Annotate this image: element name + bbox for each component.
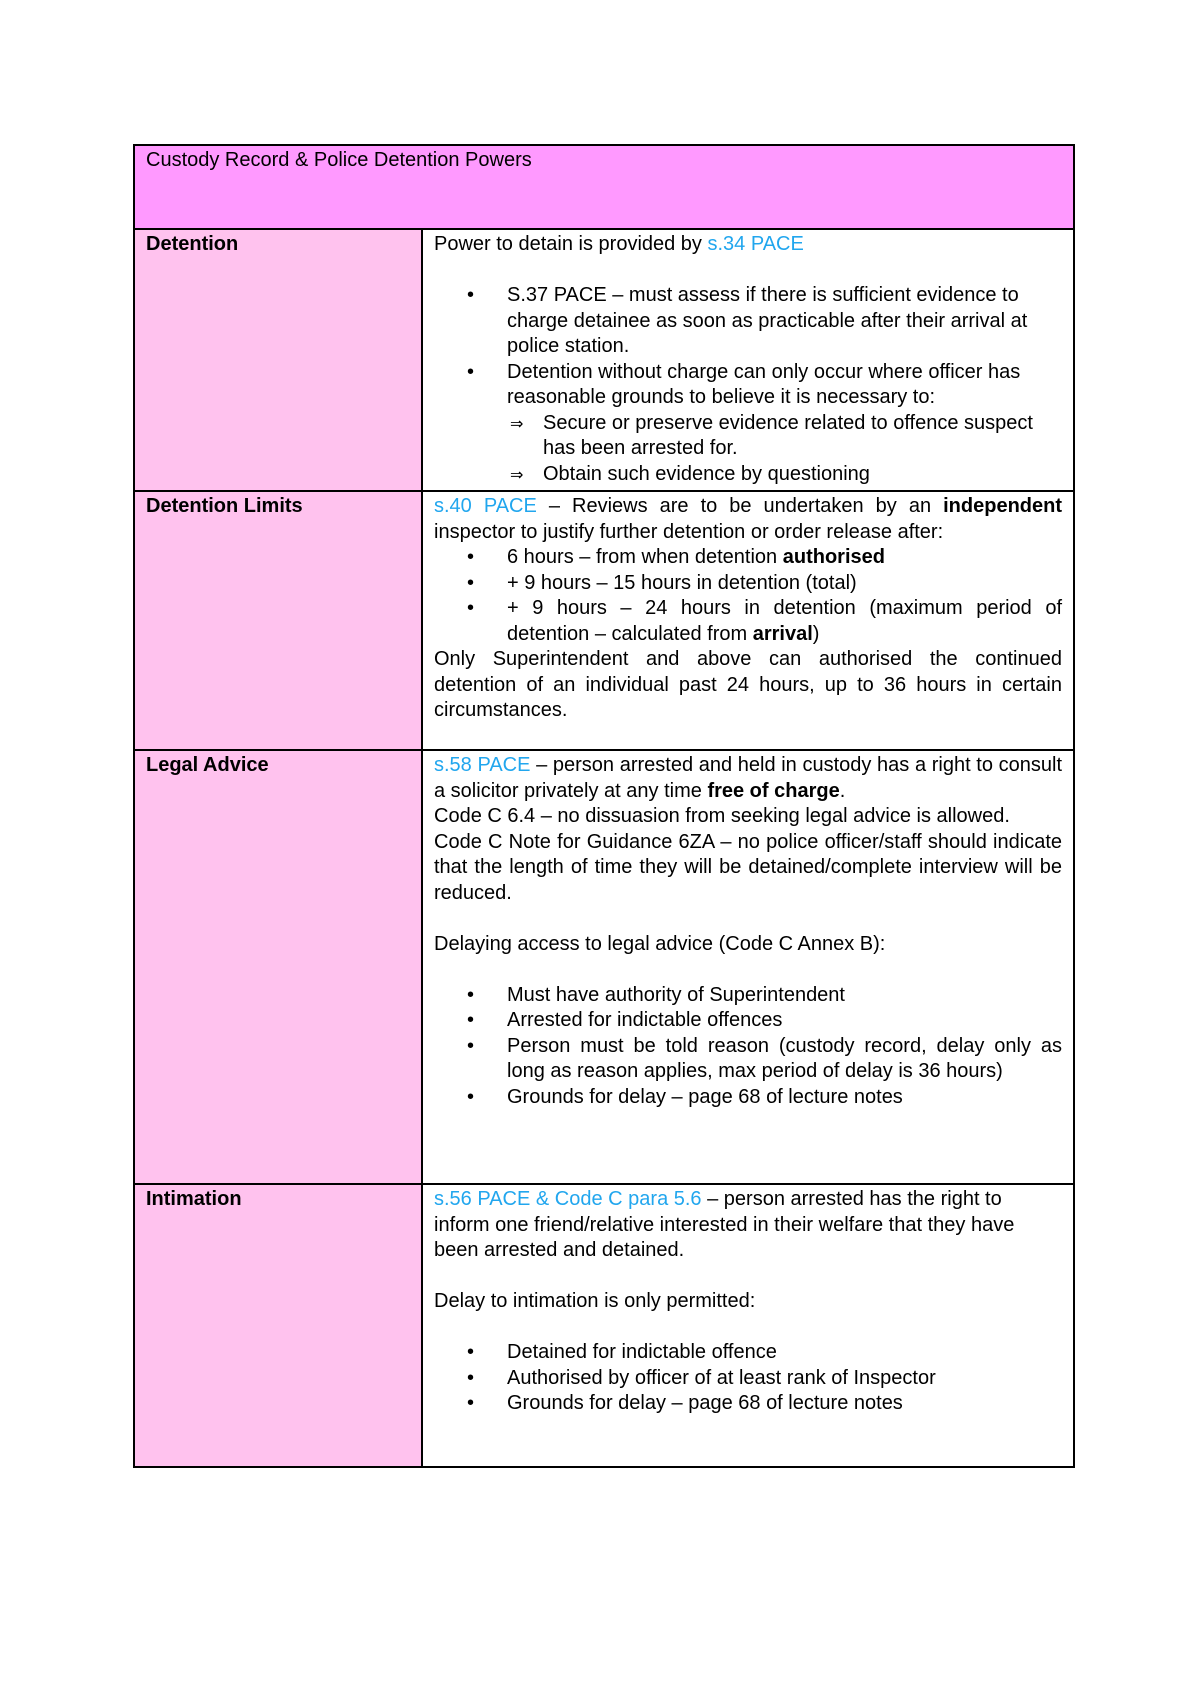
- text: + 9 hours – 24 hours in detention (maximum period of detention – calculated from: [507, 597, 1062, 645]
- row-label-cell: [134, 750, 422, 1184]
- bold-text: independent: [943, 495, 1062, 517]
- text: – person arrested and held in custody has a right to consult a solicitor privately at any time: [434, 754, 1063, 802]
- list-item: [434, 545, 1062, 571]
- paragraph: [434, 753, 1062, 804]
- bold-text: free of charge: [707, 779, 840, 802]
- text: – person arrested has the right to inform one friend/relative interested in their welfare that they have been arrested and detained.: [434, 1188, 1015, 1261]
- notes-table: [133, 144, 1075, 1468]
- text: – Reviews are to be undertaken by an: [536, 495, 944, 517]
- list-item: • Authorised by officer of at least rank of Inspector: [434, 1366, 1062, 1392]
- statute-link[interactable]: s.58 PACE: [434, 754, 531, 776]
- table-row: [134, 229, 1074, 491]
- bullet-list: [434, 545, 1062, 647]
- list-item: • Detention without charge can only occur where officer has reasonable grounds to believe it is necessary to:: [434, 360, 1062, 411]
- row-label-cell: [134, 491, 422, 750]
- list-item: • Person must be told reason (custody record, delay only as long as reason applies, max period of delay is 36 hours): [434, 1034, 1062, 1085]
- list-item: ⇒ Obtain such evidence by questioning: [434, 462, 1062, 488]
- paragraph: Code C Note for Guidance 6ZA – no police officer/staff should indicate that the length of time they will be detained/complete interview will be reduced.: [434, 830, 1062, 904]
- text: ): [812, 622, 820, 645]
- paragraph: Code C 6.4 – no dissuasion from seeking legal advice is allowed.: [434, 805, 1010, 827]
- bold-text: authorised: [782, 546, 885, 568]
- list-item: • Grounds for delay – page 68 of lecture notes: [434, 1391, 1062, 1417]
- list-item: • Must have authority of Superintendent: [434, 983, 1062, 1009]
- text: Power to detain is provided by: [434, 233, 708, 255]
- arrow-list: [434, 411, 1062, 488]
- paragraph: [434, 1187, 1062, 1264]
- row-label-cell: [134, 1184, 422, 1467]
- list-item: • Detained for indictable offence: [434, 1340, 1062, 1366]
- list-item: [434, 596, 1062, 647]
- text: .: [839, 779, 846, 802]
- table-title: Custody Record & Police Detention Powers: [146, 149, 532, 171]
- spacer: [434, 957, 1062, 983]
- list-item: • Arrested for indictable offences: [434, 1008, 1062, 1034]
- row-content-cell: [422, 750, 1074, 1184]
- paragraph: Delaying access to legal advice (Code C Annex B):: [434, 932, 886, 955]
- statute-link[interactable]: s.40 PACE: [434, 495, 537, 517]
- statute-link[interactable]: s.34 PACE: [707, 233, 804, 255]
- row-label: Detention Limits: [146, 495, 303, 517]
- bullet-list: [434, 283, 1062, 411]
- spacer: [434, 1315, 1062, 1341]
- row-label: Legal Advice: [146, 754, 269, 776]
- text: + 9 hours – 15 hours in detention (total): [507, 571, 857, 594]
- row-content-cell: [422, 1184, 1074, 1467]
- bold-text: arrival: [752, 622, 813, 645]
- list-item: ⇒ Secure or preserve evidence related to offence suspect has been arrested for.: [434, 411, 1062, 462]
- table-row: [134, 1184, 1074, 1467]
- list-item: • Grounds for delay – page 68 of lecture notes: [434, 1085, 1062, 1111]
- row-label: Detention: [146, 233, 239, 255]
- paragraph: Delay to intimation is only permitted:: [434, 1290, 756, 1312]
- list-item: [434, 571, 1062, 597]
- paragraph: [434, 494, 1062, 545]
- row-content-cell: [422, 491, 1074, 750]
- bullet-list: [434, 983, 1062, 1111]
- row-label: Intimation: [146, 1188, 242, 1210]
- title-row: [134, 145, 1074, 229]
- table-row: [134, 491, 1074, 750]
- statute-link[interactable]: s.56 PACE & Code C para 5.6: [434, 1188, 702, 1210]
- text: inspector to justify further detention or order release after:: [434, 520, 944, 543]
- list-item: • S.37 PACE – must assess if there is sufficient evidence to charge detainee as soon as practicable after their arrival at police station.: [434, 283, 1062, 360]
- text: 6 hours – from when detention: [507, 546, 783, 568]
- spacer: [434, 906, 1062, 932]
- table-title-cell: [134, 145, 1074, 229]
- paragraph: [434, 232, 1062, 258]
- spacer: [434, 1264, 1062, 1290]
- spacer: [434, 258, 1062, 284]
- table-row: [134, 750, 1074, 1184]
- paragraph: Only Superintendent and above can authorised the continued detention of an individual past 24 hours, up to 36 hours in certain circumstances.: [434, 648, 1062, 721]
- bullet-list: [434, 1340, 1062, 1417]
- row-label-cell: [134, 229, 422, 491]
- row-content-cell: [422, 229, 1074, 491]
